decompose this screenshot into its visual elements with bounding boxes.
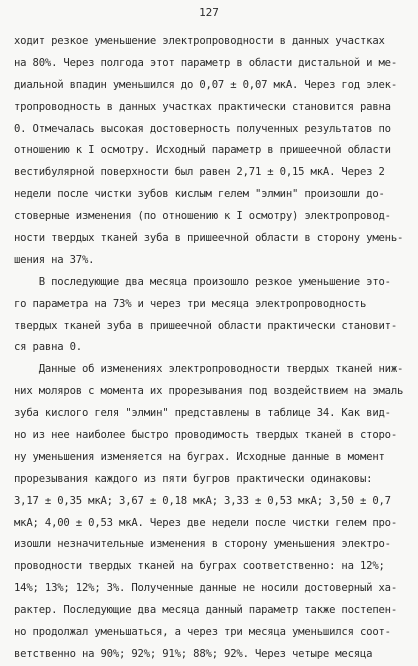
text-line: рактер. Последующие два месяца данный параметр также постепен- bbox=[14, 604, 398, 617]
text-line: недели после чистки зубов кислым гелем "элмин" произошли до- bbox=[14, 188, 385, 201]
text-line: твердых тканей зуба в пришеечной области практически становит- bbox=[14, 319, 398, 332]
text-line: диальной впадин уменьшился до 0,07 ± 0,07 мкА. Через год элек- bbox=[14, 78, 398, 91]
text-line: ности твердых тканей зуба в пришеечной области в сторону умень- bbox=[14, 232, 404, 245]
text-line: ходит резкое уменьшение электропроводности в данных участках bbox=[14, 35, 385, 47]
text-line: ся равна 0. bbox=[14, 341, 82, 354]
text-line: 3,17 ± 0,35 мкА; 3,67 ± 0,18 мкА; 3,33 ± 0,53 мкА; 3,50 ± 0,7 bbox=[14, 494, 391, 507]
text-line: В последующие два месяца произошло резкое уменьшение это- bbox=[14, 275, 391, 288]
text-line: отношению к I осмотру. Исходный параметр в пришеечной области bbox=[14, 144, 391, 157]
text-line: го параметра на 73% и через три месяца электропроводность bbox=[14, 297, 367, 310]
text-line: но из нее наиболее быстро проводимость твердых тканей в сторо- bbox=[14, 429, 398, 442]
text-line: но продолжал уменьшаться, а через три месяца уменьшился соот- bbox=[14, 626, 391, 639]
text-line: изошли незначительные изменения в сторону уменьшения электро- bbox=[14, 538, 391, 551]
text-line: вестибулярной поверхности был равен 2,71 ± 0,15 мкА. Через 2 bbox=[14, 166, 385, 179]
text-line: 14%; 13%; 12%; 3%. Полученные данные не носили достоверный ха- bbox=[14, 582, 398, 595]
text-line: тропроводность в данных участках практически становится равна bbox=[14, 100, 391, 113]
text-line: на 80%. Через полгода этот параметр в области дистальной и ме- bbox=[14, 56, 398, 69]
text-line: Данные об изменениях электропроводности твердых тканей ниж- bbox=[14, 363, 404, 376]
text-line: прорезывания каждого из пяти бугров практически одинаковы: bbox=[14, 472, 373, 485]
text-line: проводности твердых тканей на буграх соответственно: на 12%; bbox=[14, 560, 385, 573]
text-line: 0. Отмечалась высокая достоверность полученных результатов по bbox=[14, 122, 391, 135]
text-line: шения на 37%. bbox=[14, 253, 95, 266]
text-line: них моляров с момента их прорезывания под воздействием на эмаль bbox=[14, 385, 404, 398]
text-line: ветственно на 90%; 92%; 91%; 88%; 92%. Через четыре месяца bbox=[14, 647, 373, 660]
text-line: ну уменьшения изменяется на буграх. Исходные данные в момент bbox=[14, 450, 385, 463]
text-line: мкА; 4,00 ± 0,53 мкА. Через две недели после чистки гелем про- bbox=[14, 516, 398, 529]
text-line: зуба кислого геля "элмин" представлены в таблице 34. Как вид- bbox=[14, 407, 391, 420]
body-text bbox=[14, 31, 414, 666]
page-number: 127 bbox=[199, 6, 219, 19]
text-line: стоверные изменения (по отношению к I осмотру) электропровод- bbox=[14, 210, 391, 223]
